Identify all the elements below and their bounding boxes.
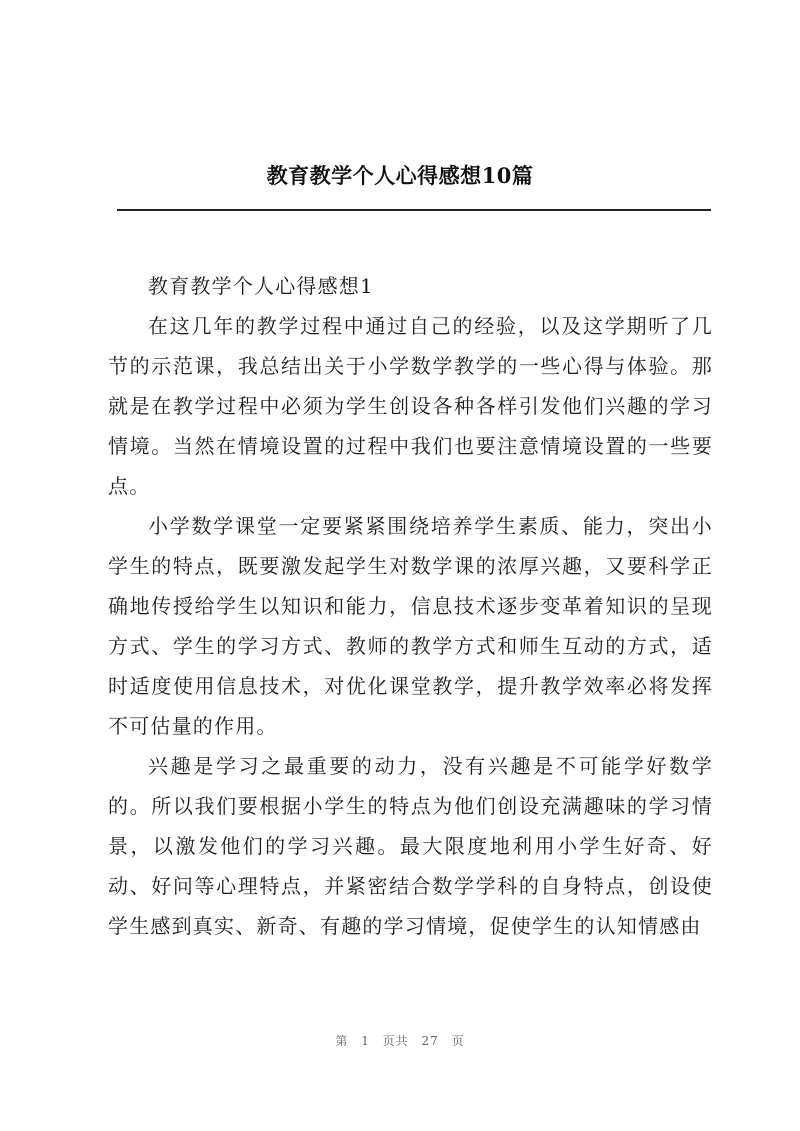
page-label-mid: 页共 [382,1034,409,1048]
paragraph-1: 在这几年的教学过程中通过自己的经验，以及这学期听了几节的示范课，我总结出关于小学数学教学的一些心得与体验。那就是在教学过程中必须为学生创设各种各样引发他们兴趣的学习情境。当然在情境设置的过程中我们也要注意情境设置的一些要点。 [108,314,713,498]
document-title: 教育教学个人心得感想10篇 [266,163,534,188]
paragraph-3: 兴趣是学习之最重要的动力，没有兴趣是不可能学好数学的。所以我们要根据小学生的特点为他们创设充满趣味的学习情景，以激发他们的学习兴趣。最大限度地利用小学生好奇、好动、好问等心理特点，并紧密结合数学学科的自身特点，创设使学生感到真实、新奇、有趣的学习情境，促使学生的认知情感由 [108,754,713,938]
paragraph-2: 小学数学课堂一定要紧紧围绕培养学生素质、能力，突出小学生的特点，既要激发起学生对数学课的浓厚兴趣，又要科学正确地传授给学生以知识和能力，信息技术逐步变革着知识的呈现方式、学生的学习方式、教师的教学方式和师生互动的方式，适时适度使用信息技术，对优化课堂教学，提升教学效率必将发挥不可估量的作用。 [108,514,713,738]
page-label-prefix: 第 [335,1034,349,1048]
current-page-number: 1 [361,1034,370,1048]
title-divider [117,209,711,211]
page-label-suffix: 页 [451,1034,465,1048]
section-heading: 教育教学个人心得感想1 [148,274,374,298]
document-body [108,266,713,946]
page-footer [0,1032,800,1049]
total-pages-number: 27 [421,1034,439,1048]
